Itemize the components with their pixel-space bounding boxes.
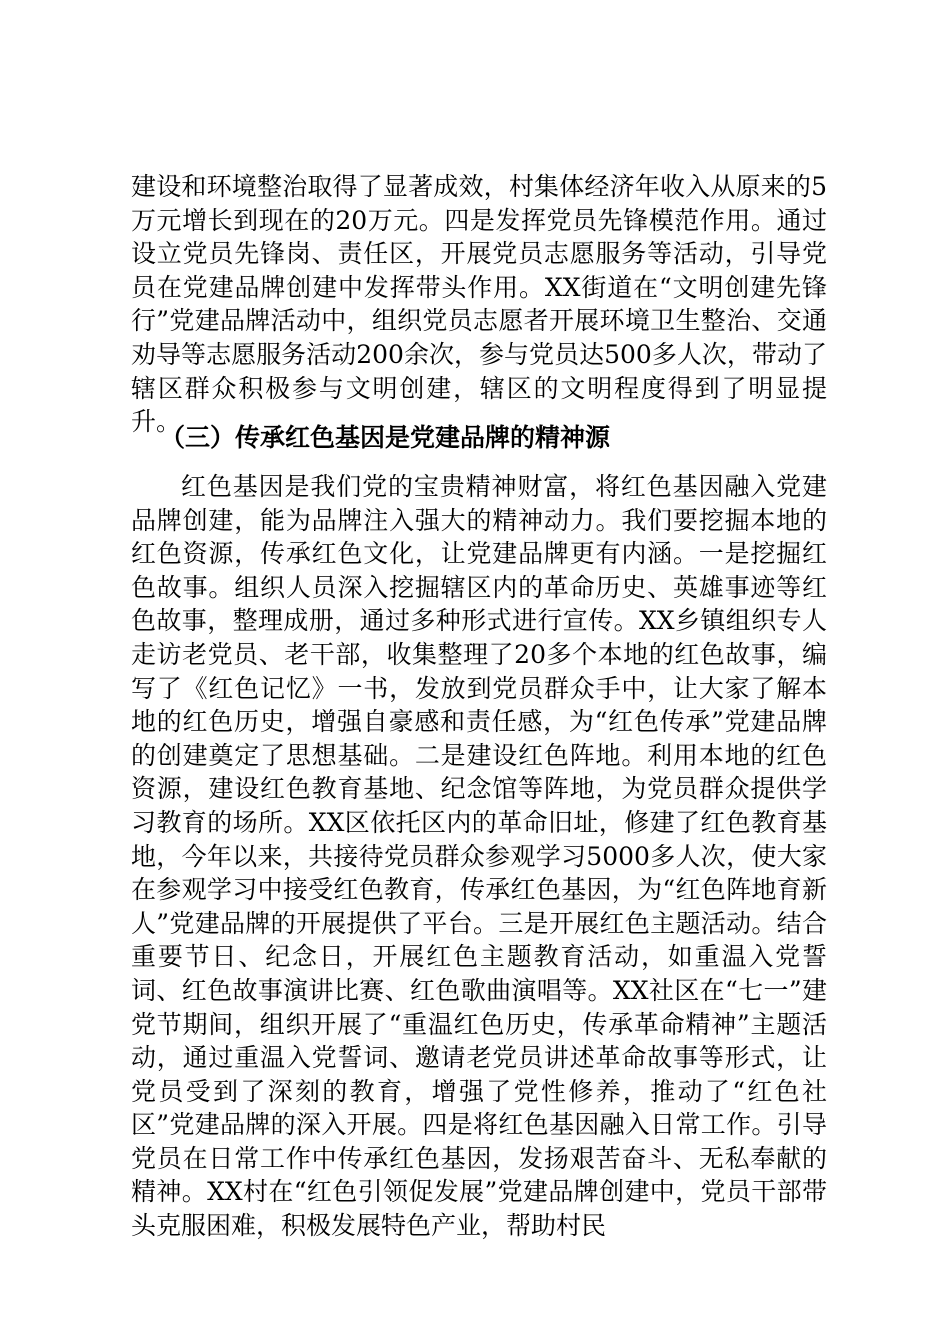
body-paragraph: 红色基因是我们党的宝贵精神财富，将红色基因融入党建品牌创建，能为品牌注入强大的精神动力。我们要挖掘本地的红色资源，传承红色文化，让党建品牌更有内涵。一是挖掘红色故事。组织人员深入挖掘辖区内的革命历史、英雄事迹等红色故事，整理成册，通过多种形式进行宣传。XX乡镇组织专人走访老党员、老干部，收集整理了20多个本地的红色故事，编写了《红色记忆》一书，发放到党员群众手中，让大家了解本地的红色历史，增强自豪感和责任感，为“红色传承”党建品牌的创建奠定了思想基础。二是建设红色阵地。利用本地的红色资源，建设红色教育基地、纪念馆等阵地，为党员群众提供学习教育的场所。XX区依托区内的革命旧址，修建了红色教育基地，今年以来，共接待党员群众参观学习5000多人次，使大家在参观学习中接受红色教育，传承红色基因，为“红色阵地育新人”党建品牌的开展提供了平台。三是开展红色主题活动。结合重要节日、纪念日，开展红色主题教育活动，如重温入党誓词、红色故事演讲比赛、红色歌曲演唱等。XX社区在“七一”建党节期间，组织开展了“重温红色历史，传承革命精神”主题活动，通过重温入党誓词、邀请老党员讲述革命故事等形式，让党员受到了深刻的教育，增强了党性修养，推动了“红色社区”党建品牌的深入开展。四是将红色基因融入日常工作。引导党员在日常工作中传承红色基因，发扬艰苦奋斗、无私奉献的精神。XX村在“红色引领促发展”党建品牌创建中，党员干部带头克服困难，积极发展特色产业，帮助村民 bbox=[131, 472, 827, 1241]
body-paragraph-continuation: 建设和环境整治取得了显著成效，村集体经济年收入从原来的5万元增长到现在的20万元。四是发挥党员先锋模范作用。通过设立党员先锋岗、责任区，开展党员志愿服务等活动，引导党员在党建品牌创建中发挥带头作用。XX街道在“文明创建先锋行”党建品牌活动中，组织党员志愿者开展环境卫生整治、交通劝导等志愿服务活动200余次，参与党员达500多人次，带动了辖区群众积极参与文明创建，辖区的文明程度得到了明显提升。 bbox=[131, 172, 827, 437]
section-heading: （三）传承红色基因是党建品牌的精神源 bbox=[160, 423, 611, 452]
